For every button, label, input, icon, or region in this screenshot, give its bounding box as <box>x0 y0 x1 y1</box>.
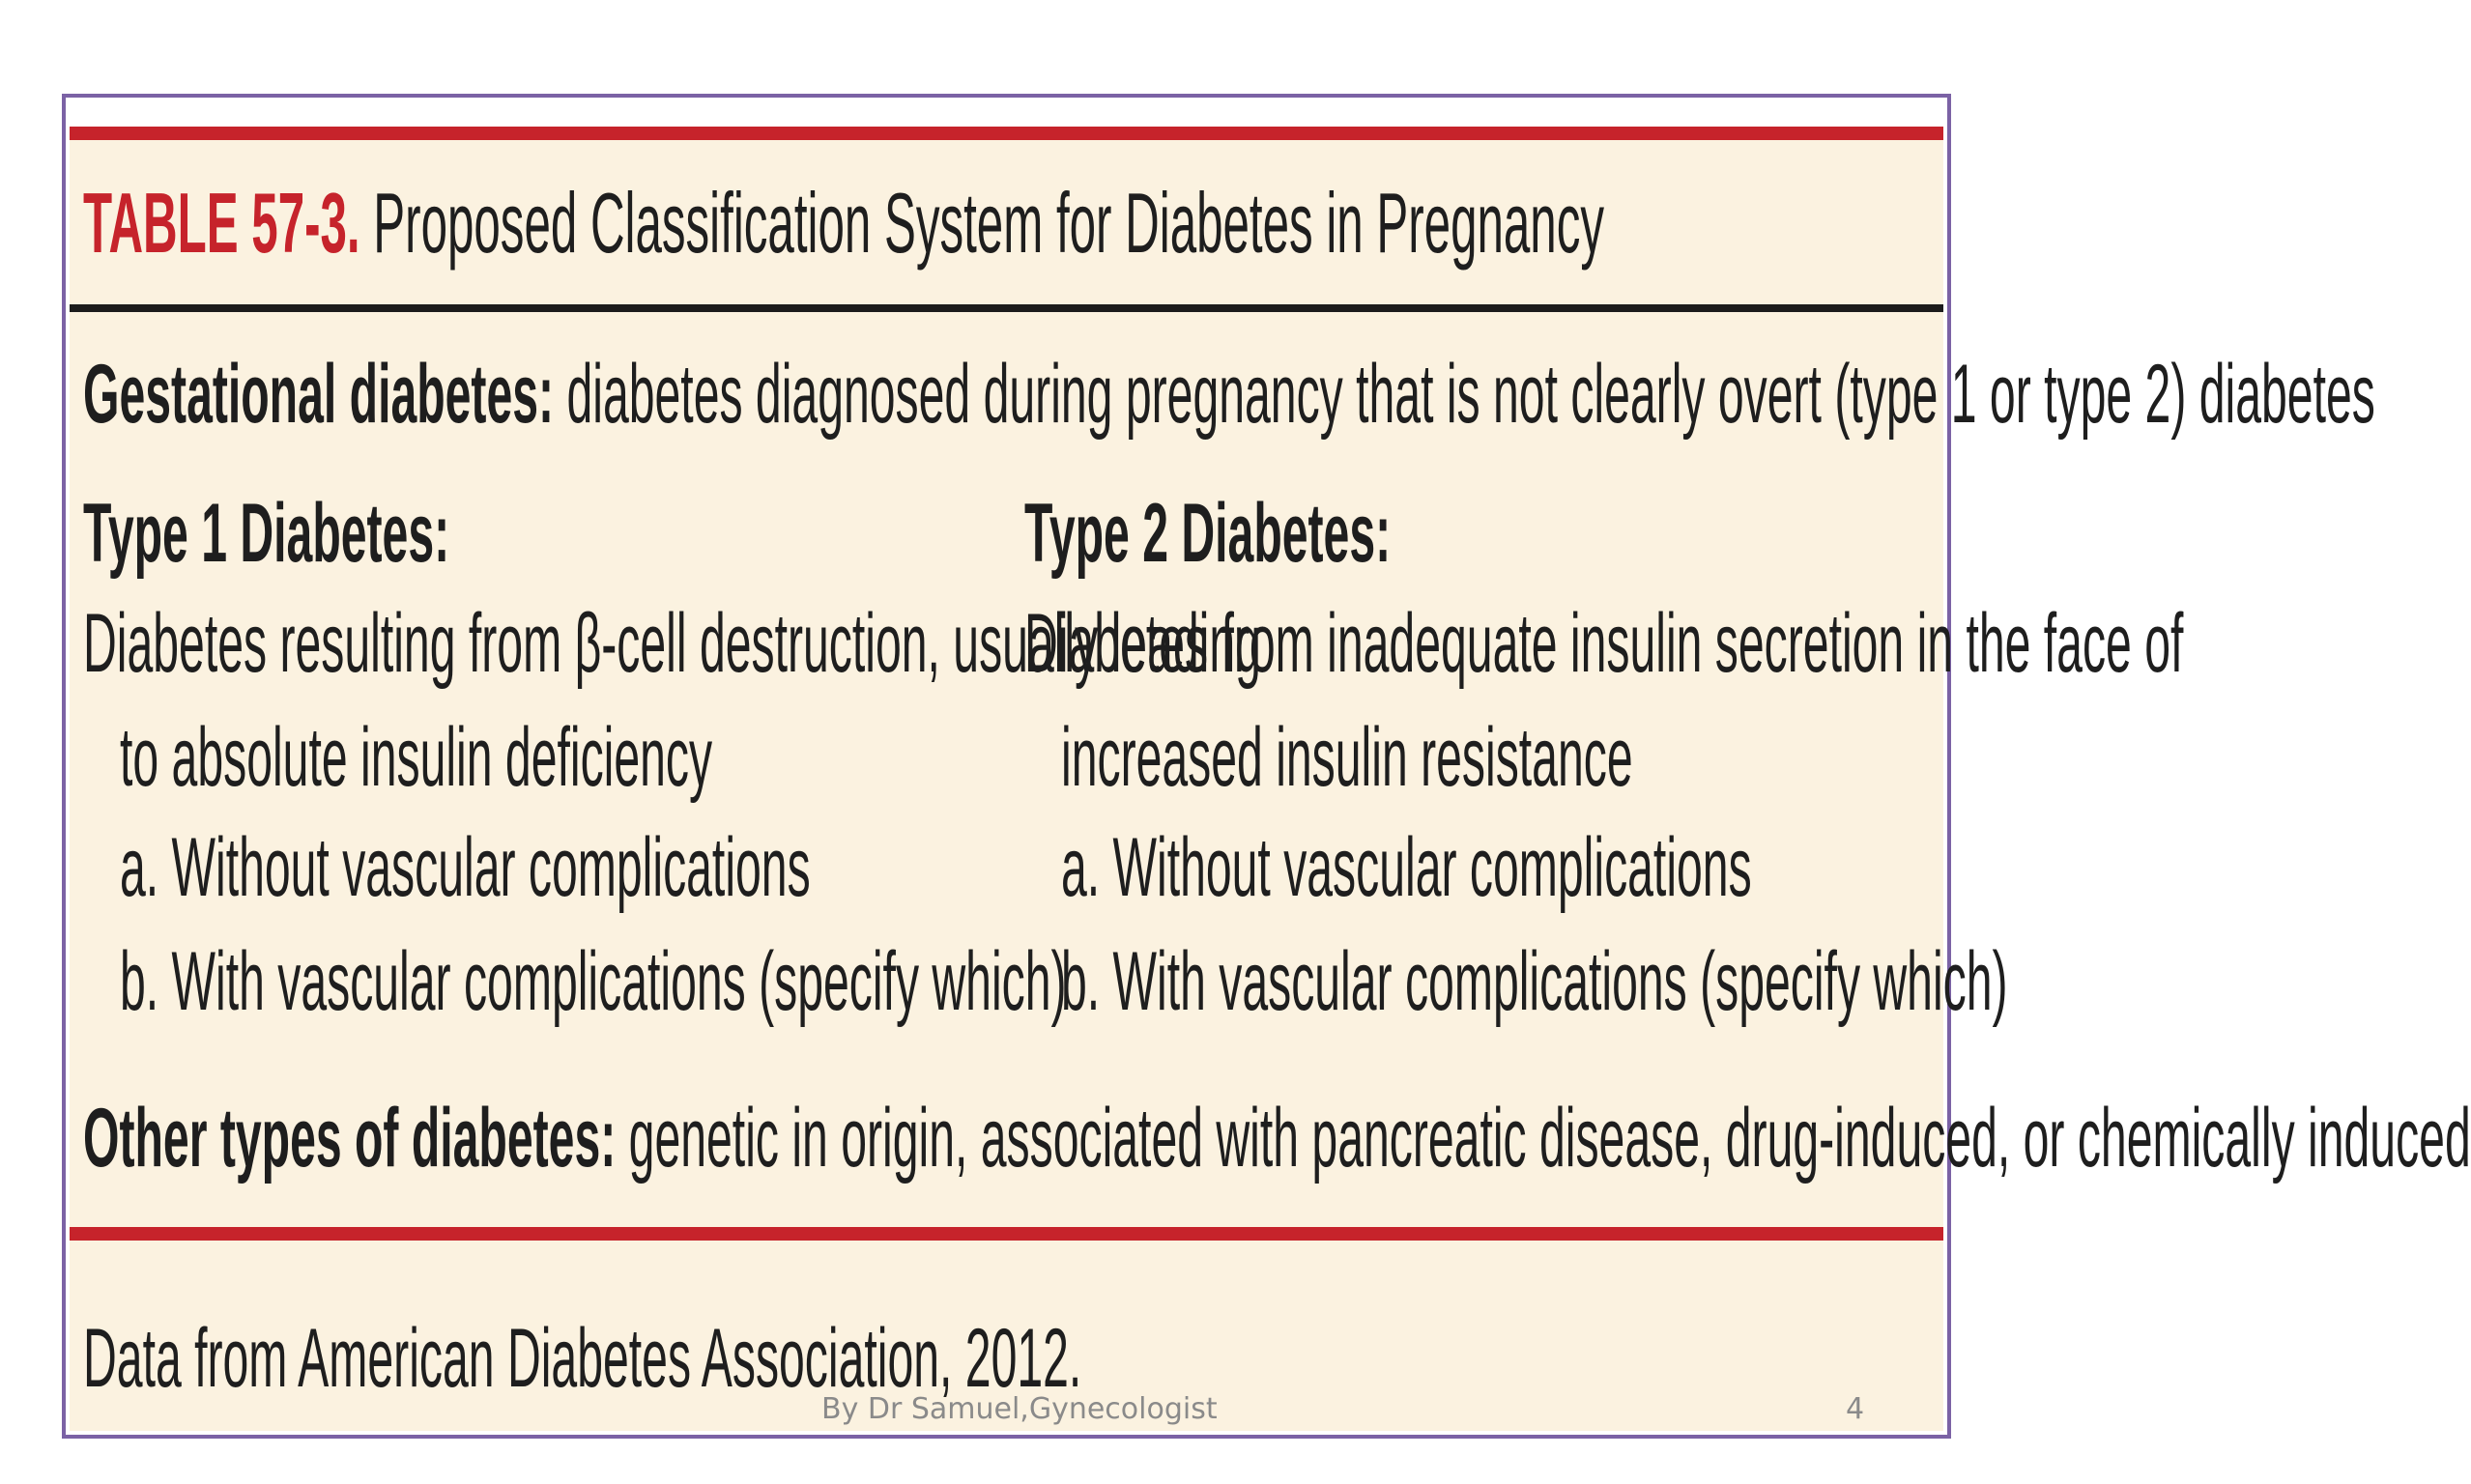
gestational-text: diabetes diagnosed during pregnancy that is not clearly overt (type 1 or type 2) diabetes <box>566 348 2375 441</box>
type2-item-b: b. With vascular complications (specify which) <box>1061 935 2008 1028</box>
type2-line1: Diabetes from inadequate insulin secretion in the face of <box>1024 597 2184 690</box>
slide-footer: By Dr Samuel,Gynecologist <box>821 1392 1218 1426</box>
bottom-red-rule <box>70 1227 1943 1241</box>
table-title <box>83 175 1604 271</box>
type1-item-b: b. With vascular complications (specify which) <box>120 935 1067 1028</box>
table-title-text: Proposed Classification System for Diabetes in Pregnancy <box>373 175 1604 271</box>
slide-frame <box>62 94 2471 1439</box>
type2-heading: Type 2 Diabetes: <box>1024 487 1392 580</box>
type2-line2: increased insulin resistance <box>1061 711 1633 804</box>
type2-item-a: a. Without vascular complications <box>1061 821 1752 914</box>
type1-item-a: a. Without vascular complications <box>120 821 811 914</box>
table-label: TABLE 57-3. <box>83 175 360 271</box>
type1-heading: Type 1 Diabetes: <box>83 487 450 580</box>
title-divider <box>70 304 1943 312</box>
other-types-text: genetic in origin, associated with pancreatic disease, drug-induced, or chemically induced <box>628 1092 2471 1184</box>
other-types-heading: Other types of diabetes: <box>83 1092 617 1184</box>
table-panel <box>70 127 2471 1431</box>
page-number: 4 <box>1846 1392 1865 1426</box>
top-red-rule <box>70 127 1943 140</box>
gestational-heading: Gestational diabetes: <box>83 348 555 441</box>
type1-line1: Diabetes resulting from β-cell destruction, usually leading <box>83 597 1261 690</box>
type1-line2: to absolute insulin deficiency <box>120 711 713 804</box>
gestational-row <box>83 348 2375 441</box>
other-types-row <box>83 1092 2471 1184</box>
table-source: Data from American Diabetes Association, 2012. <box>83 1312 1082 1405</box>
